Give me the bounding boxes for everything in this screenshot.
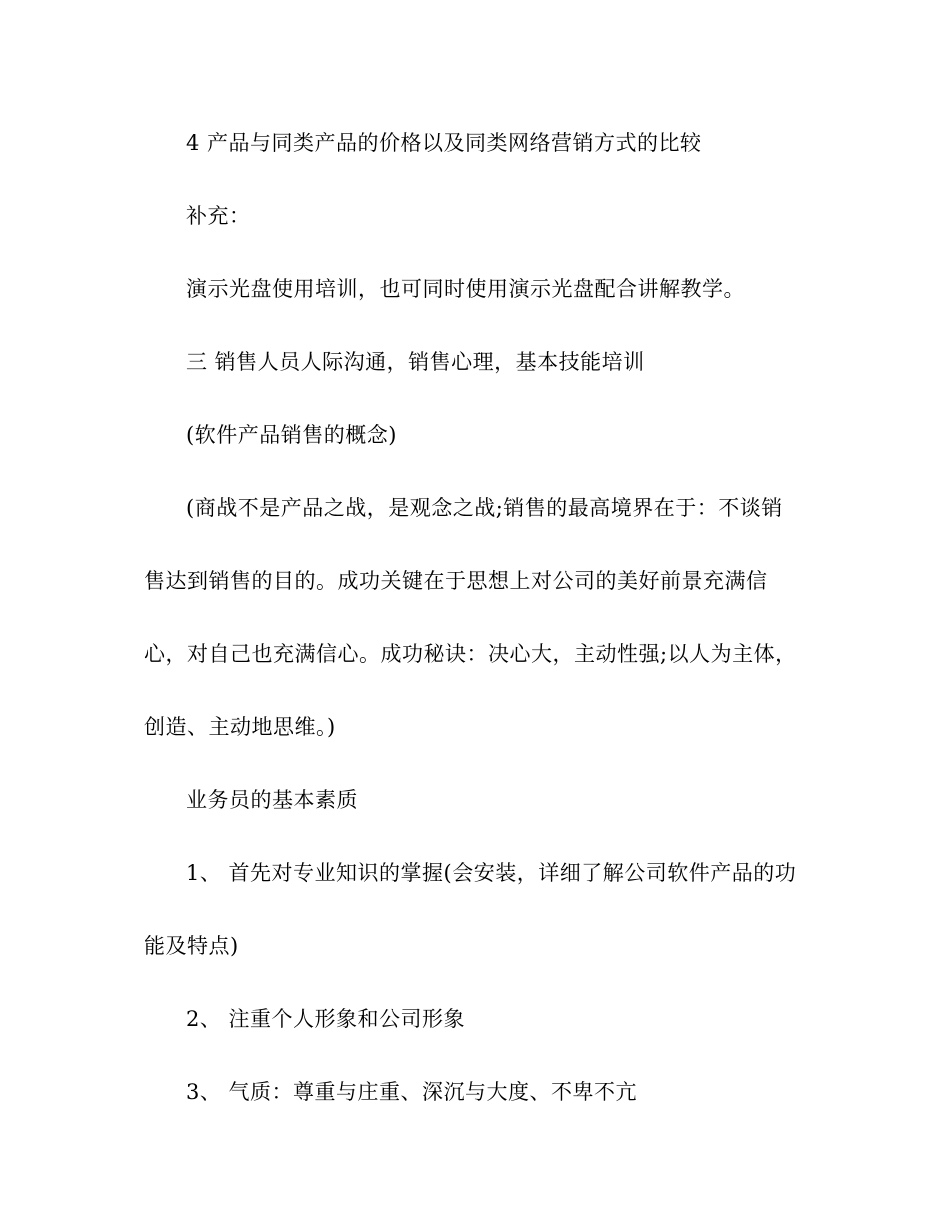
heading-basic-qualities: 业务员的基本素质: [186, 788, 358, 812]
list-item-3: 3、 气质：尊重与庄重、深沉与大度、不卑不亢: [186, 1080, 638, 1104]
section-heading-sales-training: 三 销售人员人际沟通，销售心理，基本技能培训: [186, 350, 645, 374]
paragraph-demo-disc-training: 演示光盘使用培训，也可同时使用演示光盘配合讲解教学。: [186, 277, 745, 301]
list-item-1-line-1: 1、 首先对专业知识的掌握(会安装，详细了解公司软件产品的功: [186, 861, 797, 885]
list-item-1-line-2: 能及特点): [144, 934, 239, 958]
paragraph-price-comparison: 4 产品与同类产品的价格以及同类网络营销方式的比较: [186, 131, 702, 155]
paragraph-concept-line-4: 创造、主动地思维。): [144, 715, 336, 739]
paragraph-software-sales-concept: (软件产品销售的概念): [186, 423, 397, 447]
paragraph-concept-line-2: 售达到销售的目的。成功关键在于思想上对公司的美好前景充满信: [144, 569, 768, 593]
paragraph-concept-line-3: 心，对自己也充满信心。成功秘诀：决心大，主动性强;以人为主体，: [144, 642, 797, 666]
paragraph-supplement: 补充：: [186, 204, 251, 228]
paragraph-concept-line-1: (商战不是产品之战，是观念之战;销售的最高境界在于：不谈销: [186, 496, 783, 520]
list-item-2: 2、 注重个人形象和公司形象: [186, 1007, 466, 1031]
